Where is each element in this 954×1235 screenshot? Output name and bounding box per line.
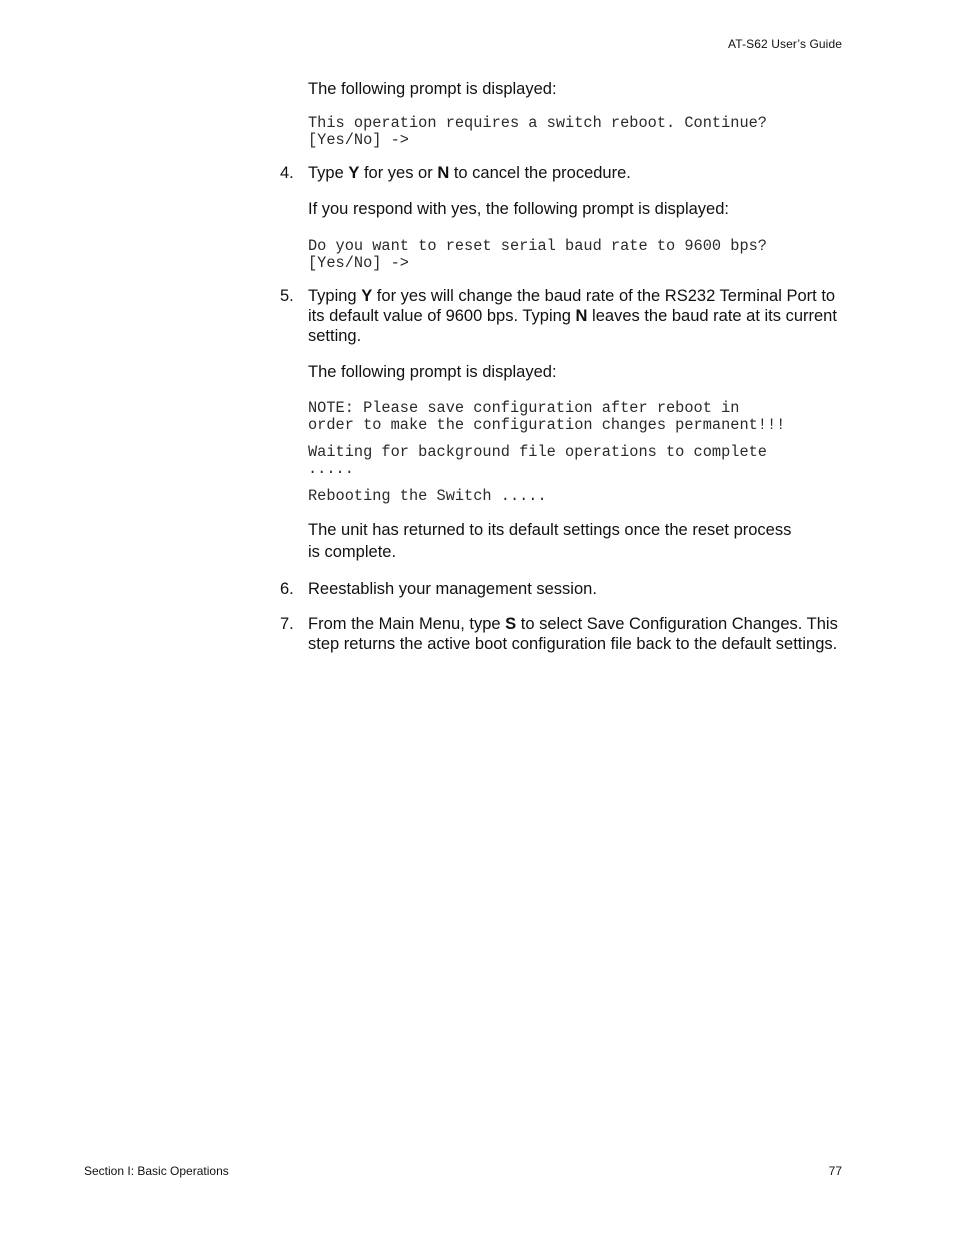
step-7: [280, 614, 843, 654]
step-text: From the Main Menu, type S to select Save Configuration Changes. This step returns the active boot configuration file back to the default settings.: [308, 615, 838, 653]
key-y: Y: [361, 287, 373, 305]
step-6: [280, 579, 843, 599]
step5-followup-text: The following prompt is displayed:: [308, 363, 557, 381]
step4-followup-text: If you respond with yes, the following prompt is displayed:: [308, 200, 729, 218]
step-number: 5.: [280, 287, 294, 305]
step-number: 6.: [280, 580, 294, 598]
code-note: NOTE: Please save configuration after reboot in order to make the configuration changes permanent!!!: [308, 399, 786, 434]
step-text: Type Y for yes or N to cancel the procedure.: [308, 164, 631, 182]
code-baud-prompt: Do you want to reset serial baud rate to 9600 bps? [Yes/No] ->: [308, 237, 767, 272]
running-header: AT-S62 User’s Guide: [728, 37, 842, 51]
step-number: 7.: [280, 615, 294, 633]
footer-section-title: Section I: Basic Operations: [84, 1164, 229, 1178]
key-n: N: [575, 307, 588, 325]
code-waiting: Waiting for background file operations to complete .....: [308, 443, 767, 478]
page-content: [280, 79, 843, 670]
intro-prompt-text: The following prompt is displayed:: [308, 80, 557, 98]
step-text: Reestablish your management session.: [308, 580, 597, 598]
footer-page-number: 77: [828, 1164, 842, 1178]
code-rebooting: Rebooting the Switch .....: [308, 487, 547, 505]
key-n: N: [437, 164, 450, 182]
key-y: Y: [348, 164, 360, 182]
step-number: 4.: [280, 164, 294, 182]
code-reboot-prompt: This operation requires a switch reboot. Continue? [Yes/No] ->: [308, 114, 767, 149]
step-text: Typing Y for yes will change the baud rate of the RS232 Terminal Port to its default value of 9600 bps. Typing N leaves the baud rate at its current setting.: [308, 287, 837, 345]
step-4: [280, 163, 843, 183]
key-s: S: [505, 615, 517, 633]
reset-complete-text: The unit has returned to its default settings once the reset process is complete.: [308, 521, 792, 561]
step-5: [280, 286, 843, 346]
